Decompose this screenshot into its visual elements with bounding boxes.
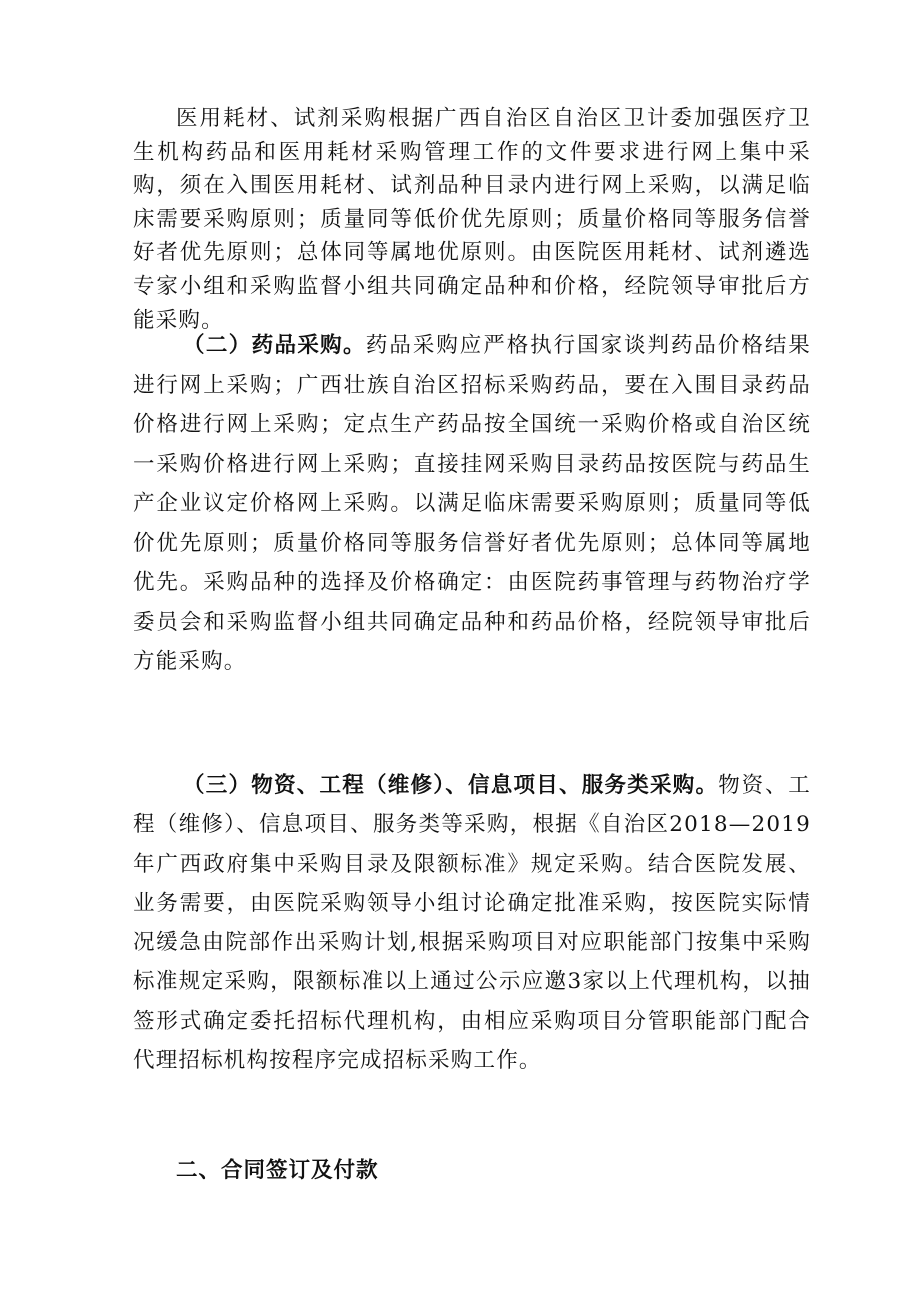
paragraph-consumables-procurement — [133, 102, 811, 337]
paragraph-body: 药品采购应严格执行国家谈判药品价格结果进行网上采购；广西壮族自治区招标采购药品，要在入围目录药品价格进行网上采购；定点生产药品按全国统一采购价格或自治区统一采购价格进行网上采购；直接挂网采购目录药品按医院与药品生产企业议定价格网上采购。以满足临床需要采购原则；质量同等低价优先原则；质量价格同等服务信誉好者优先原则；总体同等属地优先。采购品种的选择及价格确定：由医院药事管理与药物治疗学委员会和采购监督小组共同确定品种和药品价格，经院领导审批后方能采购。 — [133, 333, 811, 674]
paragraph-lead-heading: （二）药品采购。 — [183, 333, 366, 358]
section-heading: 二、合同签订及付款 — [176, 1158, 379, 1183]
paragraph-drug-procurement — [133, 326, 811, 682]
paragraph-body: 物资、工程（维修）、信息项目、服务类等采购，根据《自治区2018—2019年广西政府集中采购目录及限额标准》规定采购。结合医院发展、业务需要，由医院采购领导小组讨论确定批准采购，按医院实际情况缓急由院部作出采购计划,根据采购项目对应职能部门按集中采购标准规定采购，限额标准以上通过公示应邀3家以上代理机构，以抽签形式确定委托招标代理机构，由相应采购项目分管职能部门配合代理招标机构按程序完成招标采购工作。 — [133, 773, 811, 1074]
paragraph-lead-heading: （三）物资、工程（维修）、信息项目、服务类采购。 — [183, 773, 719, 798]
paragraph-materials-engineering-procurement — [133, 766, 811, 1080]
paragraph-body: 医用耗材、试剂采购根据广西自治区自治区卫计委加强医疗卫生机构药品和医用耗材采购管理工作的文件要求进行网上集中采购，须在入围医用耗材、试剂品种目录内进行网上采购，以满足临床需要采购原则；质量同等低价优先原则；质量价格同等服务信誉好者优先原则；总体同等属地优原则。由医院医用耗材、试剂遴选专家小组和采购监督小组共同确定品种和价格，经院领导审批后方能采购。 — [133, 106, 811, 333]
